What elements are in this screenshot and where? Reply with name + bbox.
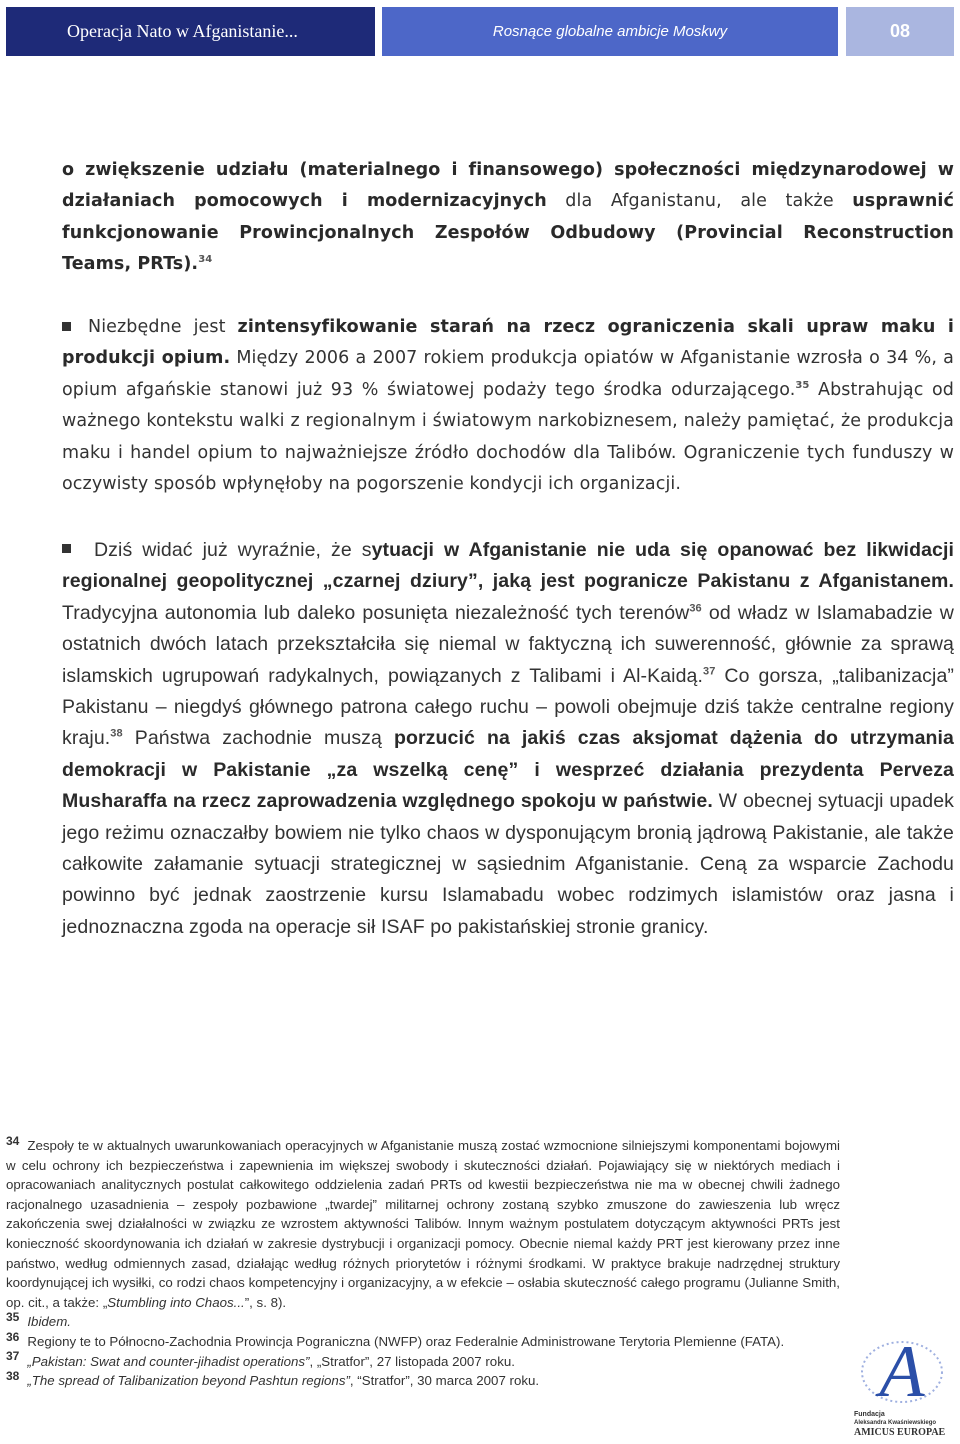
paragraph-3 (62, 535, 954, 943)
p3-text-5: Państwa zachodnie muszą (122, 727, 394, 750)
footnote-37 (6, 1349, 840, 1372)
p1-bold-1: o zwiększenie udziału (materialnego i finansowego) społeczności międzynarodowej w działaniach pomocowych i modernizacyjnych (62, 160, 954, 212)
footnote-italic: „The spread of Talibanization beyond Pashtun regions” (27, 1373, 350, 1389)
footnote-ref-36[interactable]: 36 (689, 602, 702, 615)
footnote-36 (6, 1329, 840, 1352)
paragraph-2 (62, 312, 954, 500)
footnote-italic: Ibidem. (27, 1314, 71, 1330)
logo-line-3: AMICUS EUROPAE (854, 1427, 946, 1438)
footnote-number: 35 (6, 1309, 20, 1324)
paragraph-1 (62, 155, 954, 281)
p2-text-2: Między 2006 a 2007 rokiem produkcja opiatów w Afganistanie wzrosła o 34 %, a opium afgańskie stanowi już 93 % światowej podaży tego środka odurzającego. (62, 348, 955, 400)
footnote-number: 38 (6, 1368, 20, 1383)
p3-bold-1: ytuacji w Afganistanie nie uda się opanować bez likwidacji regionalnej geopolitycznej „czarnej dziury”, jaką jest pogranicze Pakistanu z Afganistanem. (62, 539, 954, 593)
footnote-38 (6, 1368, 840, 1391)
footnote-ref-38[interactable]: 38 (110, 727, 123, 740)
footnote-italic: Stumbling into Chaos... (107, 1294, 245, 1310)
header-chapter-title: Operacja Nato w Afganistanie... (67, 21, 298, 41)
p3-text-6: W obecnej sytuacji upadek jego reżimu oznaczałby bowiem nie tylko chaos w dysponującym bronią jądrową Pakistanie, ale także całkowite załamanie sytuacji strategicznej w sąsiednim Afganistanie. Ceną za wsparcie Zachodu powinno być jednak zaostrzenie kursu Islamabadu wobec rodzimych islamistów oraz jasna i jednoznaczna zgoda na operacje sił ISAF po pakistańskiej stronie granicy. (62, 790, 954, 938)
foundation-logo (852, 1330, 952, 1440)
header-section-title: Rosnące globalne ambicje Moskwy (492, 23, 728, 40)
footnote-tail: , “Stratfor”, 30 marca 2007 roku. (349, 1373, 540, 1389)
footnote-34 (6, 1133, 840, 1312)
logo-emblem-icon (852, 1330, 952, 1440)
footnote-italic: „Pakistan: Swat and counter-jihadist operations” (27, 1353, 310, 1369)
footnote-ref-35[interactable]: 35 (795, 379, 810, 391)
header-chapter-tab[interactable] (6, 7, 375, 56)
footnote-text: Regiony te to Północno-Zachodnia Prowincja Pograniczna (NWFP) oraz Federalnie Administrowane Terytoria Plemienne (FATA). (27, 1333, 785, 1349)
p2-bold-1: zintensyfikowanie starań na rzecz ograniczenia skali upraw maku i produkcji opium. (62, 317, 954, 369)
footnote-ref-34[interactable]: 34 (198, 254, 213, 266)
p1-bold-2: usprawnić funkcjonowanie Prowincjonalnych Zespołów Odbudowy (Provincial Reconstruction Teams, PRTs). (62, 191, 954, 275)
footnote-number: 36 (6, 1329, 20, 1344)
p3-text-2: Tradycyjna autonomia lub daleko posunięta niezależność tych terenów (62, 601, 690, 624)
page-number: 08 (889, 21, 911, 41)
page-number-box (846, 7, 954, 56)
p2-text-1: Niezbędne jest (88, 317, 238, 337)
footnotes (6, 1133, 840, 1391)
logo-line-1: Fundacja (854, 1411, 885, 1418)
footnote-text: Zespoły te w aktualnych uwarunkowaniach operacyjnych w Afganistanie muszą zostać wzmocnione silniejszymi komponentami bojowymi w celu ochrony ich bezpieczeństwa i zapewnienia im większej swobody i skuteczności działań. Pojawiający się w niektórych mediach i opracowaniach analitycznych postulat całkowitego oddzielenia zadań PRTs od kwestii bezpieczeństwa nie ma w obecnej chwili żadnego racjonalnego uzasadnienia – zespoły pozbawione „twardej” militarnej ochrony zostaną szybko zmuszone do zawieszenia lub wręcz zakończenia swej działalności w związku ze wzrostem aktywności Talibów. Innym ważnym postulatem dotyczącym aktywności PRTs jest konieczność skoordynowania ich działań w zakresie dystrybucji i organizacji pomocy. Obecnie niemal każdy PRT jest kierowany przez inne państwo, według odmiennych zasad, działając według różnych priorytetów i różnymi środkami. W praktyce brakuje nadrzędnej struktury koordynującej ich wysiłki, co rodzi chaos kompetencyjny i organizacyjny, a w efekcie – osłabia skuteczność całego programu (Julianne Smith, op. cit., a także: „ (6, 1138, 840, 1310)
p1-text-1: dla Afganistanu, ale także (546, 191, 853, 212)
footnote-number: 37 (6, 1349, 20, 1364)
p3-bold-2: porzucić na jakiś czas aksjomat dążenia do utrzymania demokracji w Pakistanie „za wszelką cenę” i wesprzeć działania prezydenta Perveza Musharaffa na rzecz zaprowadzenia względnego spokoju w państwie. (62, 727, 954, 813)
footnote-35 (6, 1309, 840, 1332)
footnote-tail: ”, s. 8). (244, 1294, 287, 1310)
p3-text-3: od władz w Islamabadzie w ostatnich dwóch latach przekształciła się niemal w faktyczną ich suwerenność, głównie za sprawą islamskich ugrupowań radykalnych, powiązanych z Talibami i Al-Kaidą. (62, 601, 954, 687)
header-section-tab[interactable] (382, 7, 838, 56)
footnote-ref-37[interactable]: 37 (703, 665, 716, 678)
logo-letter: A (879, 1331, 925, 1413)
footnote-number: 34 (6, 1133, 20, 1148)
p2-text-3: Abstrahując od ważnego kontekstu walki z regionalnym i światowym narkobiznesem, należy pamiętać, że produkcja maku i handel opium to najważniejsze źródło dochodów dla Talibów. Ograniczenie tych funduszy w oczywisty sposób wpłynęłoby na pogorszenie kondycji ich organizacji. (62, 379, 954, 495)
p3-text-1: Dziś widać już wyraźnie, że s (94, 539, 372, 561)
footnote-tail: , „Stratfor”, 27 listopada 2007 roku. (309, 1353, 515, 1369)
logo-line-2: Aleksandra Kwaśniewskiego (854, 1420, 937, 1426)
p3-text-4: Co gorsza, „talibanizacja” Pakistanu – niegdyś głównego patrona całego ruchu – powoli obejmuje dziś także centralne regiony kraju. (62, 664, 954, 750)
